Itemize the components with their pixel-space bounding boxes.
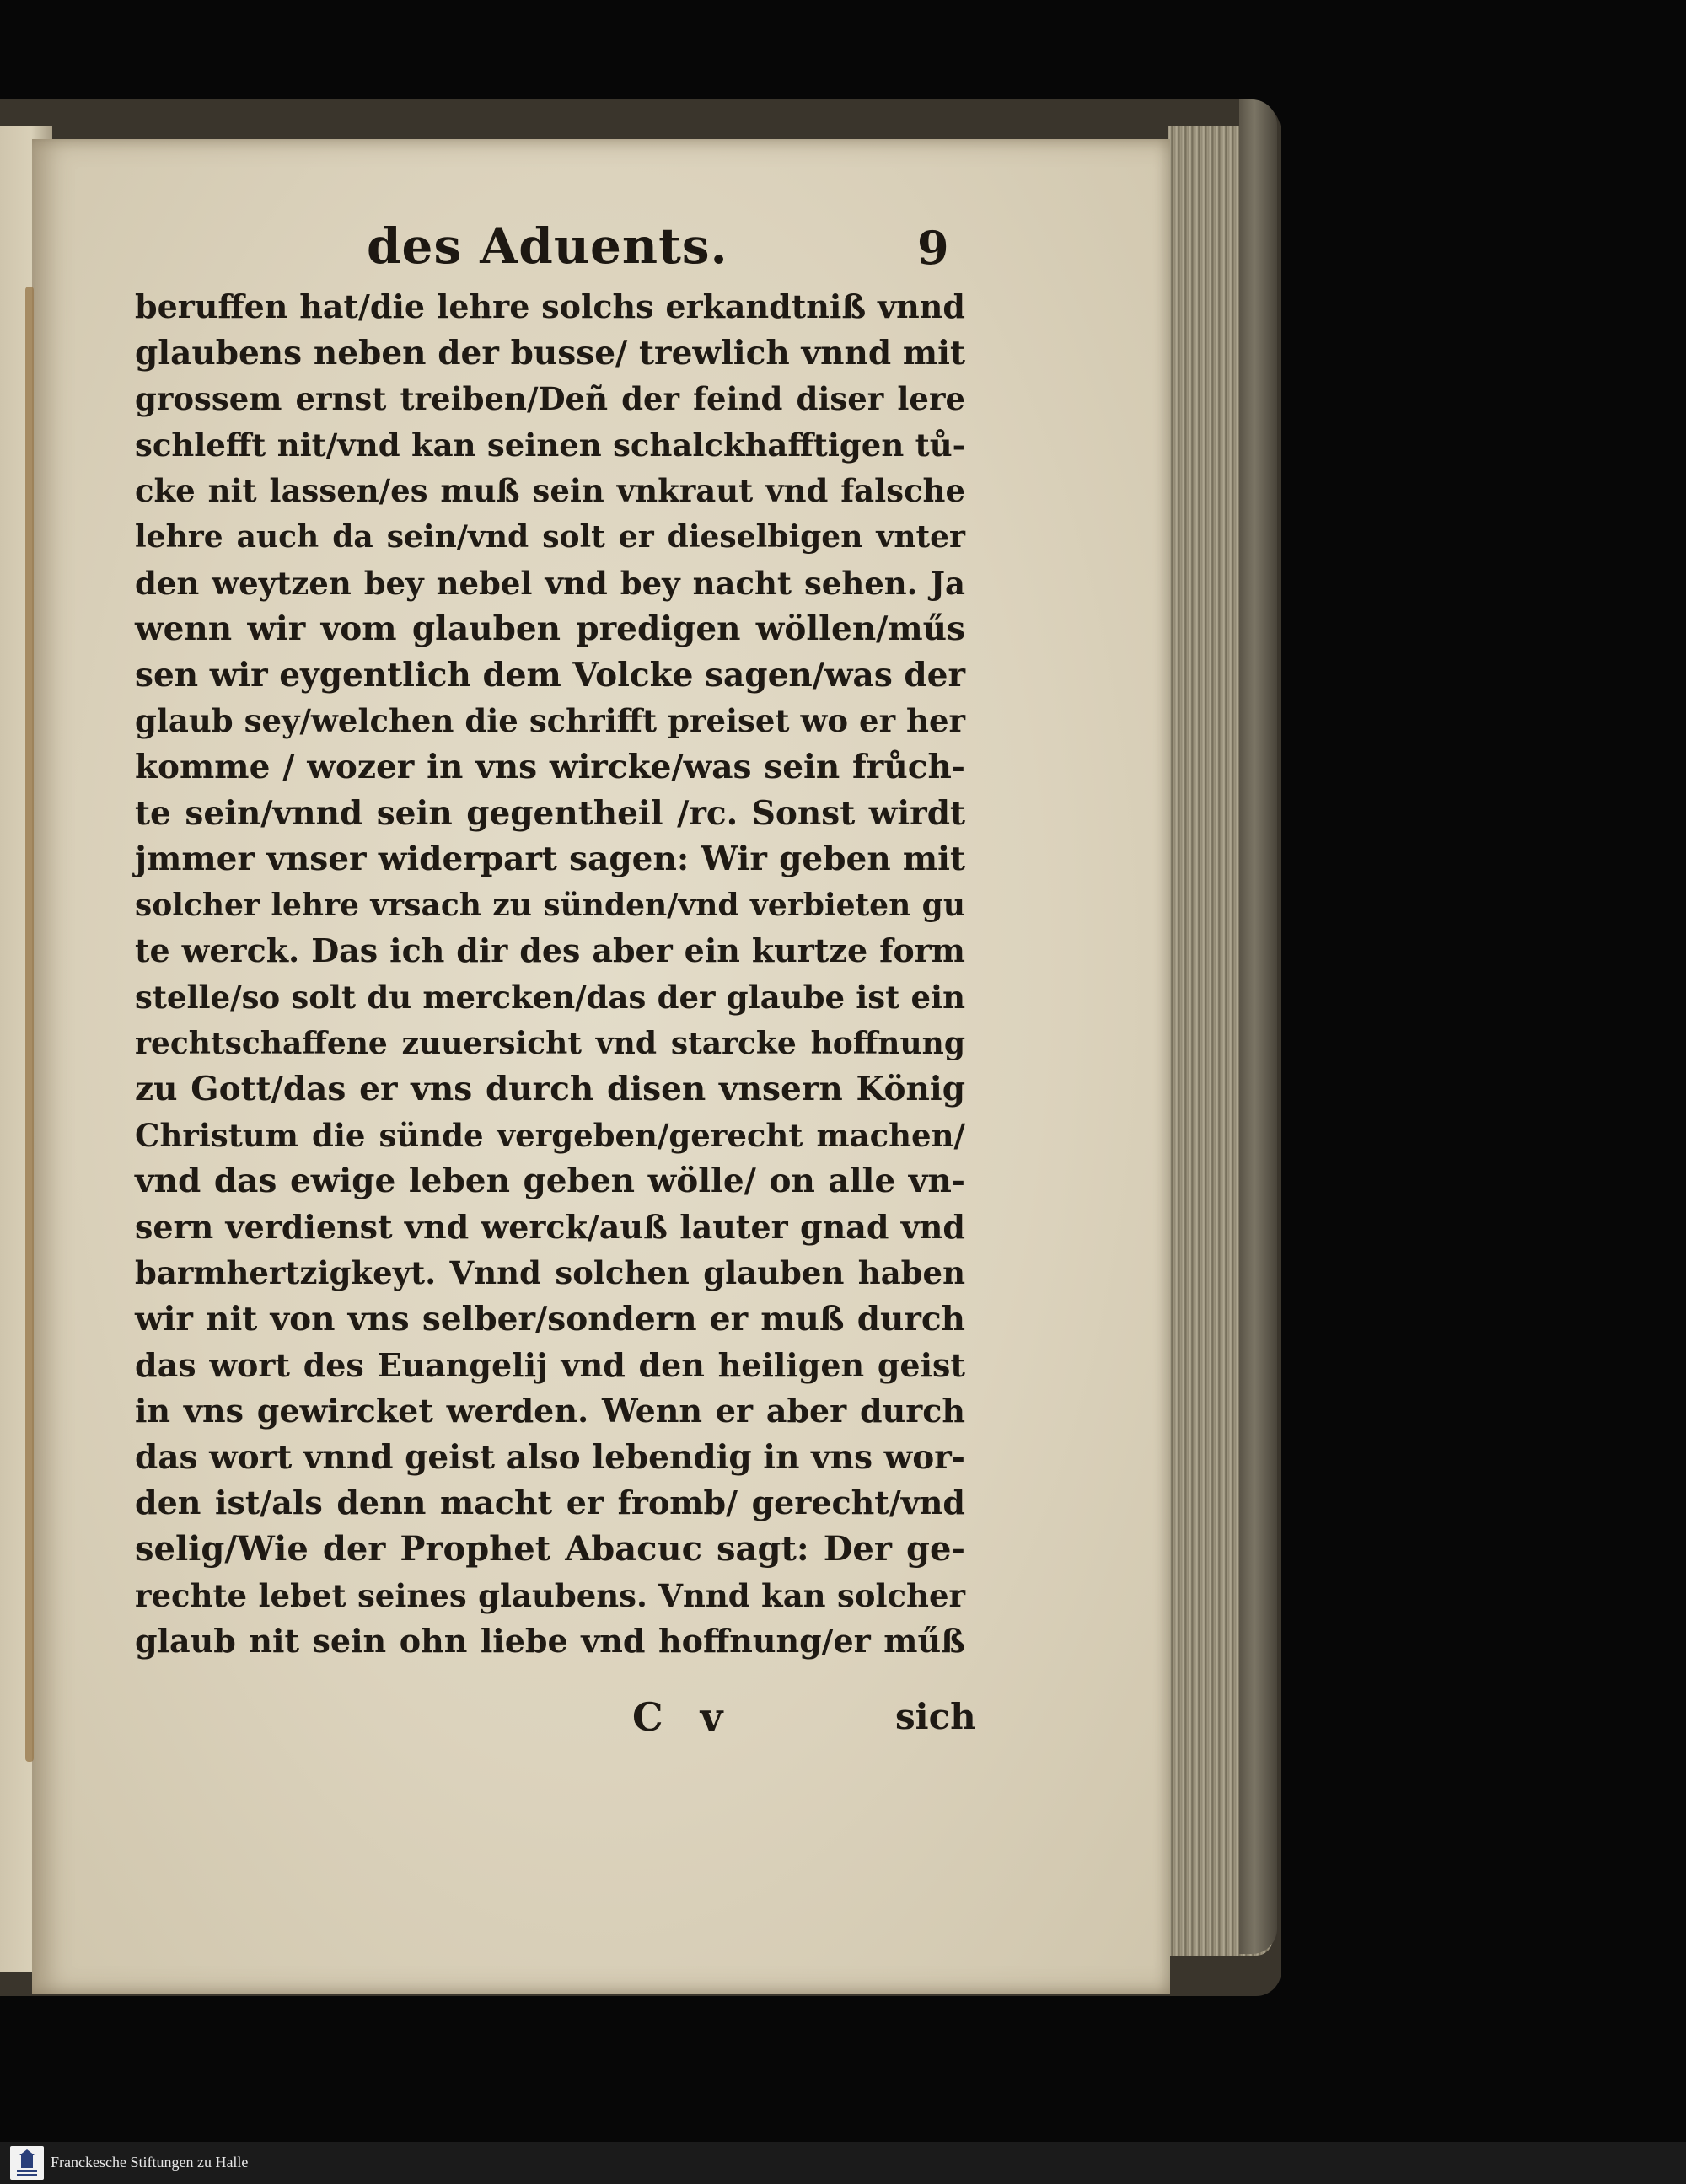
text-line: Christum die sünde vergeben/gerecht machen/ bbox=[135, 1116, 965, 1154]
text-line: glaub nit sein ohn liebe vnd hoffnung/er műß bbox=[135, 1622, 965, 1661]
text-line: glaub sey/welchen die schrifft preiset wo er her bbox=[135, 702, 965, 740]
text-line: glaubens neben der busse/ trewlich vnnd mit bbox=[135, 333, 965, 373]
running-head: des Aduents. bbox=[367, 217, 728, 275]
text-line: wenn wir vom glauben predigen wöllen/műs bbox=[135, 609, 965, 649]
text-line: rechtschaffene zuuersicht vnd starcke hoffnung bbox=[135, 1025, 965, 1061]
text-line: komme / wozer in vns wircke/was sein frůch- bbox=[135, 747, 965, 786]
text-line: sen wir eygentlich dem Volcke sagen/was der bbox=[135, 655, 965, 695]
text-line: stelle/so solt du mercken/das der glaube ist ein bbox=[135, 978, 965, 1016]
text-line: barmhertzigkeyt. Vnnd solchen glauben haben bbox=[135, 1254, 965, 1292]
text-line: schlefft nit/vnd kan seinen schalckhafftigen tů- bbox=[135, 426, 965, 464]
text-line: den ist/als denn macht er fromb/ gerecht/vnd bbox=[135, 1484, 965, 1522]
text-line: beruffen hat/die lehre solchs erkandtniß vnnd bbox=[135, 287, 965, 325]
text-line: zu Gott/das er vns durch disen vnsern König bbox=[135, 1070, 965, 1109]
catchword: sich bbox=[895, 1696, 976, 1737]
text-line: grossem ernst treiben/Deñ der feind diser lere bbox=[135, 380, 965, 418]
text-line: selig/Wie der Prophet Abacuc sagt: Der ge- bbox=[135, 1529, 965, 1570]
text-line: sern verdienst vnd werck/auß lauter gnad vnd bbox=[135, 1207, 965, 1246]
text-line: jmmer vnser widerpart sagen: Wir geben mit bbox=[135, 840, 965, 879]
signature-mark: C v bbox=[632, 1694, 735, 1740]
body-text bbox=[135, 284, 965, 1665]
building-icon bbox=[10, 2146, 44, 2180]
text-line: das wort des Euangelij vnd den heiligen geist bbox=[135, 1345, 965, 1384]
footer-bar bbox=[0, 2142, 1686, 2184]
text-line: den weytzen bey nebel vnd bey nacht sehen. Ja bbox=[135, 564, 965, 602]
text-line: vnd das ewige leben geben wölle/ on alle vn- bbox=[135, 1162, 965, 1201]
text-line: cke nit lassen/es muß sein vnkraut vnd falsche bbox=[135, 472, 965, 510]
binding-thread bbox=[25, 287, 34, 1762]
text-line: das wort vnnd geist also lebendig in vns wor- bbox=[135, 1437, 965, 1477]
text-line: lehre auch da sein/vnd solt er dieselbigen vnter bbox=[135, 518, 965, 555]
text-line: in vns gewircket werden. Wenn er aber durch bbox=[135, 1392, 965, 1430]
book-cover-edge bbox=[1239, 99, 1277, 1954]
page-number: 9 bbox=[917, 221, 949, 275]
footer-institution: Franckesche Stiftungen zu Halle bbox=[51, 2154, 249, 2171]
text-line: wir nit von vns selber/sondern er muß durch bbox=[135, 1300, 965, 1339]
text-line: te sein/vnnd sein gegentheil /rc. Sonst wirdt bbox=[135, 793, 965, 833]
text-line: solcher lehre vrsach zu sünden/vnd verbieten gu bbox=[135, 887, 965, 923]
text-line: rechte lebet seines glaubens. Vnnd kan solcher bbox=[135, 1576, 965, 1614]
text-line: te werck. Das ich dir des aber ein kurtze form bbox=[135, 931, 965, 970]
